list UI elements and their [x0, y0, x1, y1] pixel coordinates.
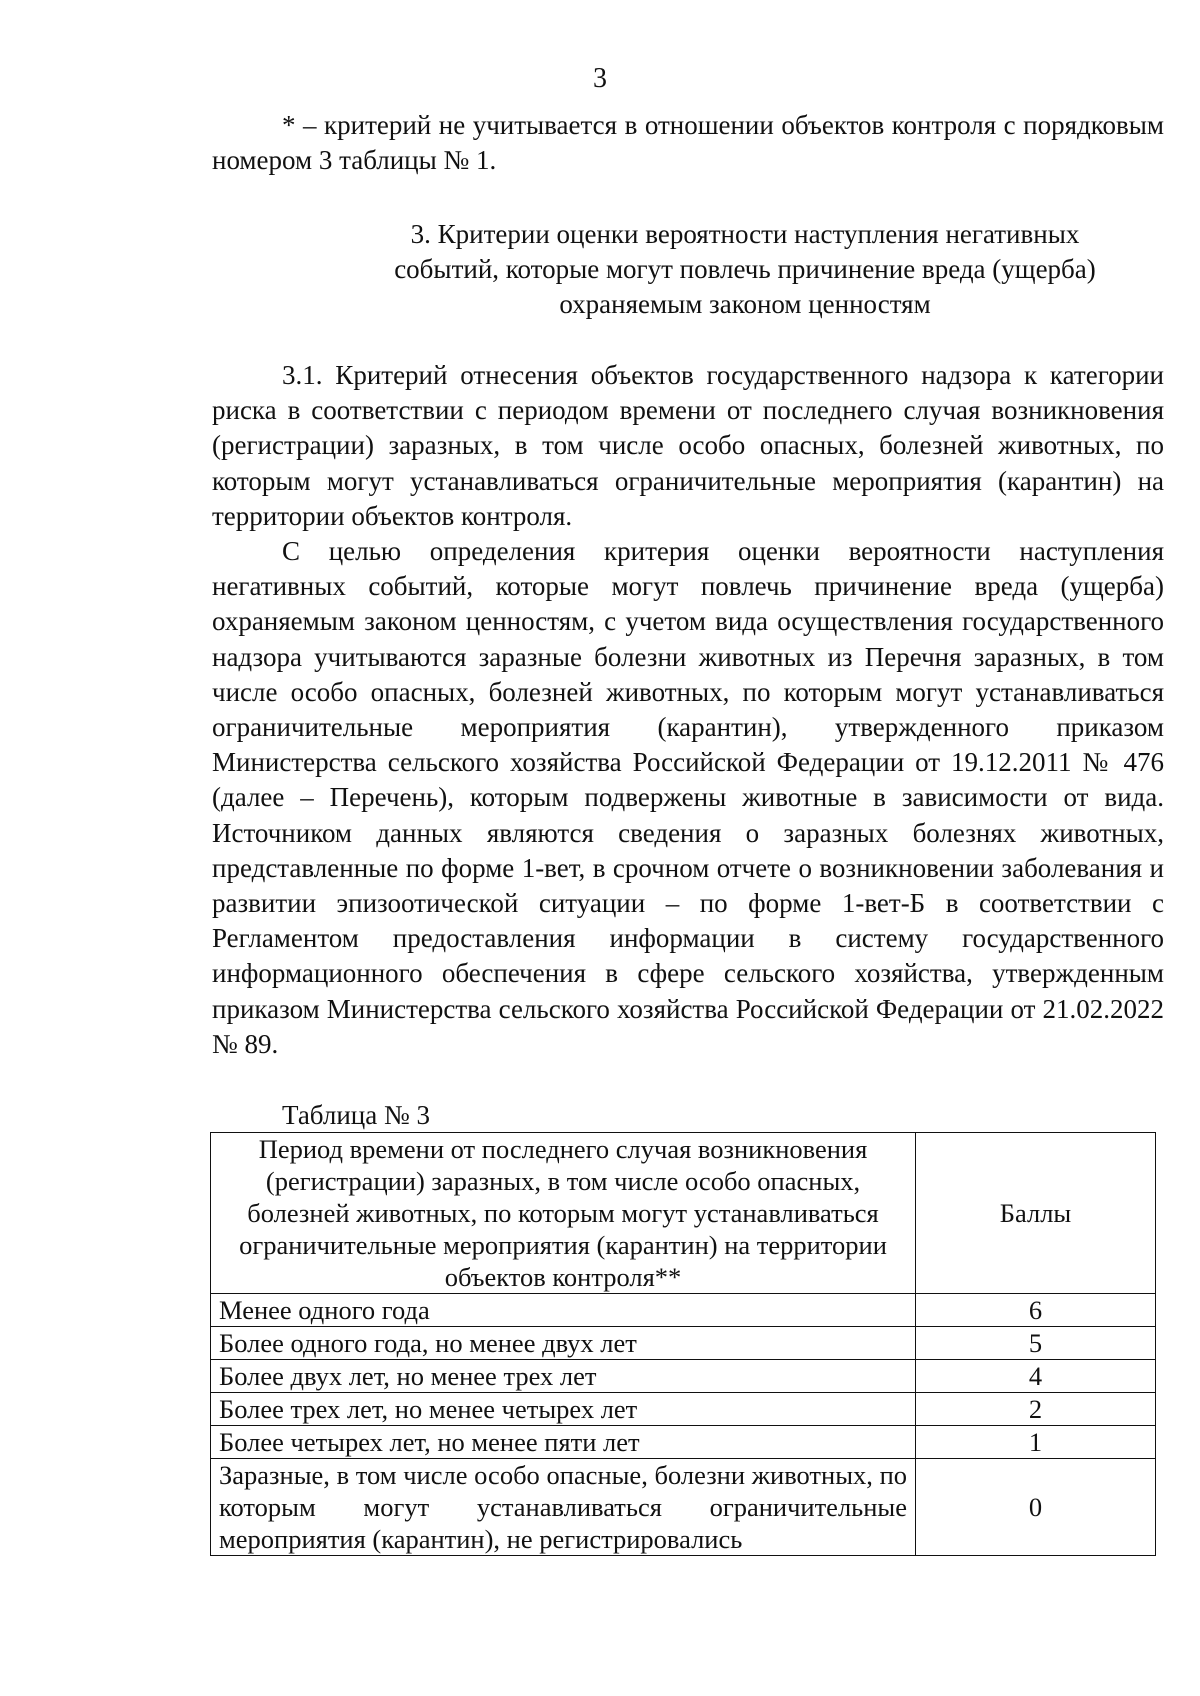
footnote [212, 108, 1164, 178]
table-caption: Таблица № 3 [282, 1100, 430, 1130]
row-period: Заразные, в том числе особо опасные, болезни животных, по которым могут устанавливаться ограничительные мероприятия (карантин), не регистрировались [211, 1459, 916, 1556]
row-period: Более четырех лет, но менее пяти лет [211, 1426, 916, 1459]
paragraph-criterion: 3.1. Критерий отнесения объектов государственного надзора к категории риска в соответствии с периодом времени от последнего случая возникновения (регистрации) заразных, в том числе особо опасных, болезней животных, по которым могут устанавливаться ограничительные мероприятия (карантин) на территории объектов контроля. [212, 360, 1164, 531]
table-row [211, 1327, 1156, 1360]
row-score: 4 [916, 1360, 1156, 1393]
section-title-line: 3. Критерии оценки вероятности наступления негативных [410, 219, 1080, 249]
header-period: Период времени от последнего случая возникновения (регистрации) заразных, в том числе особо опасных, болезней животных, по которым могут устанавливаться ограничительные мероприятия (карантин) на территории объектов контроля** [211, 1133, 916, 1294]
table-header-row [211, 1133, 1156, 1294]
row-score: 5 [916, 1327, 1156, 1360]
table-row [211, 1426, 1156, 1459]
table-row [211, 1393, 1156, 1426]
header-score: Баллы [916, 1133, 1156, 1294]
row-score: 2 [916, 1393, 1156, 1426]
row-period: Менее одного года [211, 1294, 916, 1327]
table-row [211, 1459, 1156, 1556]
footnote-text: * – критерий не учитывается в отношении объектов контроля с порядковым номером 3 таблицы № 1. [212, 110, 1164, 176]
section-title [300, 217, 1190, 322]
row-score: 1 [916, 1426, 1156, 1459]
page-number: 3 [593, 63, 607, 94]
row-period: Более одного года, но менее двух лет [211, 1327, 916, 1360]
section-title-line: событий, которые могут повлечь причинение вреда (ущерба) [394, 254, 1096, 284]
body-text [212, 358, 1164, 1062]
score-table [210, 1132, 1156, 1556]
table-row [211, 1360, 1156, 1393]
row-score: 6 [916, 1294, 1156, 1327]
paragraph-purpose: С целью определения критерия оценки вероятности наступления негативных событий, которые могут повлечь причинение вреда (ущерба) охраняемым законом ценностям, с учетом вида осуществления государственного надзора учитываются заразные болезни животных из Перечня заразных, в том числе особо опасных, болезней животных, по которым могут устанавливаться ограничительные мероприятия (карантин), утвержденного приказом Министерства сельского хозяйства Российской Федерации от 19.12.2011 № 476 (далее – Перечень), которым подвержены животные в зависимости от вида. Источником данных являются сведения о заразных болезнях животных, представленные по форме 1-вет, в срочном отчете о возникновении заболевания и развитии эпизоотической ситуации – по форме 1-вет-Б в соответствии с Регламентом предоставления информации в систему государственного информационного обеспечения в сфере сельского хозяйства, утвержденным приказом Министерства сельского хозяйства Российской Федерации от 21.02.2022 № 89. [212, 536, 1164, 1059]
row-period: Более трех лет, но менее четырех лет [211, 1393, 916, 1426]
section-title-line: охраняемым законом ценностям [559, 289, 931, 319]
table-row [211, 1294, 1156, 1327]
row-score: 0 [916, 1459, 1156, 1556]
row-period: Более двух лет, но менее трех лет [211, 1360, 916, 1393]
